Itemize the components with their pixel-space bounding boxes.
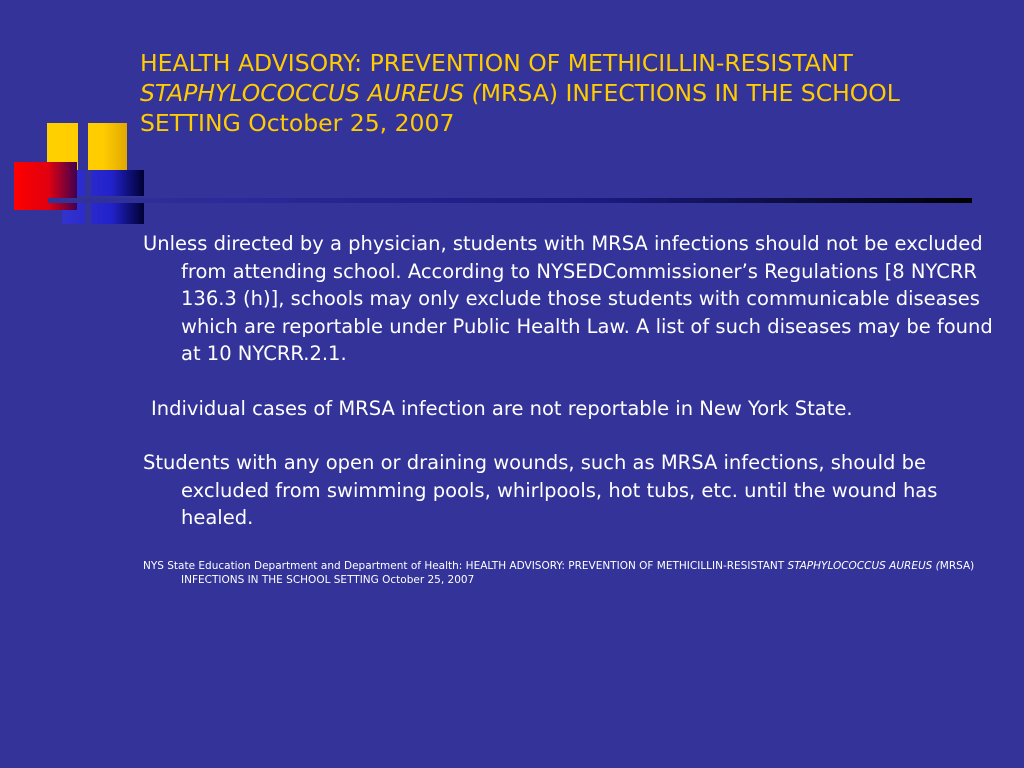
title-rest: MRSA) INFECTIONS IN THE SCHOOL SETTING October 25, 2007	[140, 79, 900, 137]
title-rule	[48, 198, 972, 203]
paragraph-reportable: Individual cases of MRSA infection are not reportable in New York State.	[151, 396, 853, 420]
blue-block-vgap	[85, 170, 91, 224]
slide-title	[140, 48, 1000, 138]
title-italic: STAPHYLOCOCCUS AUREUS (	[140, 79, 481, 107]
source-prefix: NYS State Education Department and Department of Health: HEALTH ADVISORY: PREVENTION OF METHICILLIN-RESISTANT	[143, 559, 788, 572]
source-rest: MRSA) INFECTIONS IN THE SCHOOL SETTING October 25, 2007	[181, 559, 975, 586]
paragraph-exclusion: Unless directed by a physician, students with MRSA infections should not be excluded from attending school. According to NYSEDCommissioner’s Regulations [8 NYCRR 136.3 (h)], schools may only exclude those students with communicable diseases which are reportable under Public Health Law. A list of such diseases may be found at 10 NYCRR.2.1.	[143, 232, 993, 365]
source-citation	[143, 559, 1003, 587]
decorative-blocks	[0, 0, 160, 230]
slide-body	[143, 230, 1003, 587]
yellow-block-divider	[78, 123, 88, 171]
paragraph-swimming: Students with any open or draining wounds, such as MRSA infections, should be excluded from swimming pools, whirlpools, hot tubs, etc. until the wound has healed.	[143, 451, 938, 529]
title-line1: HEALTH ADVISORY: PREVENTION OF METHICILLIN-RESISTANT	[140, 49, 853, 77]
source-italic: STAPHYLOCOCCUS AUREUS (	[787, 559, 940, 572]
